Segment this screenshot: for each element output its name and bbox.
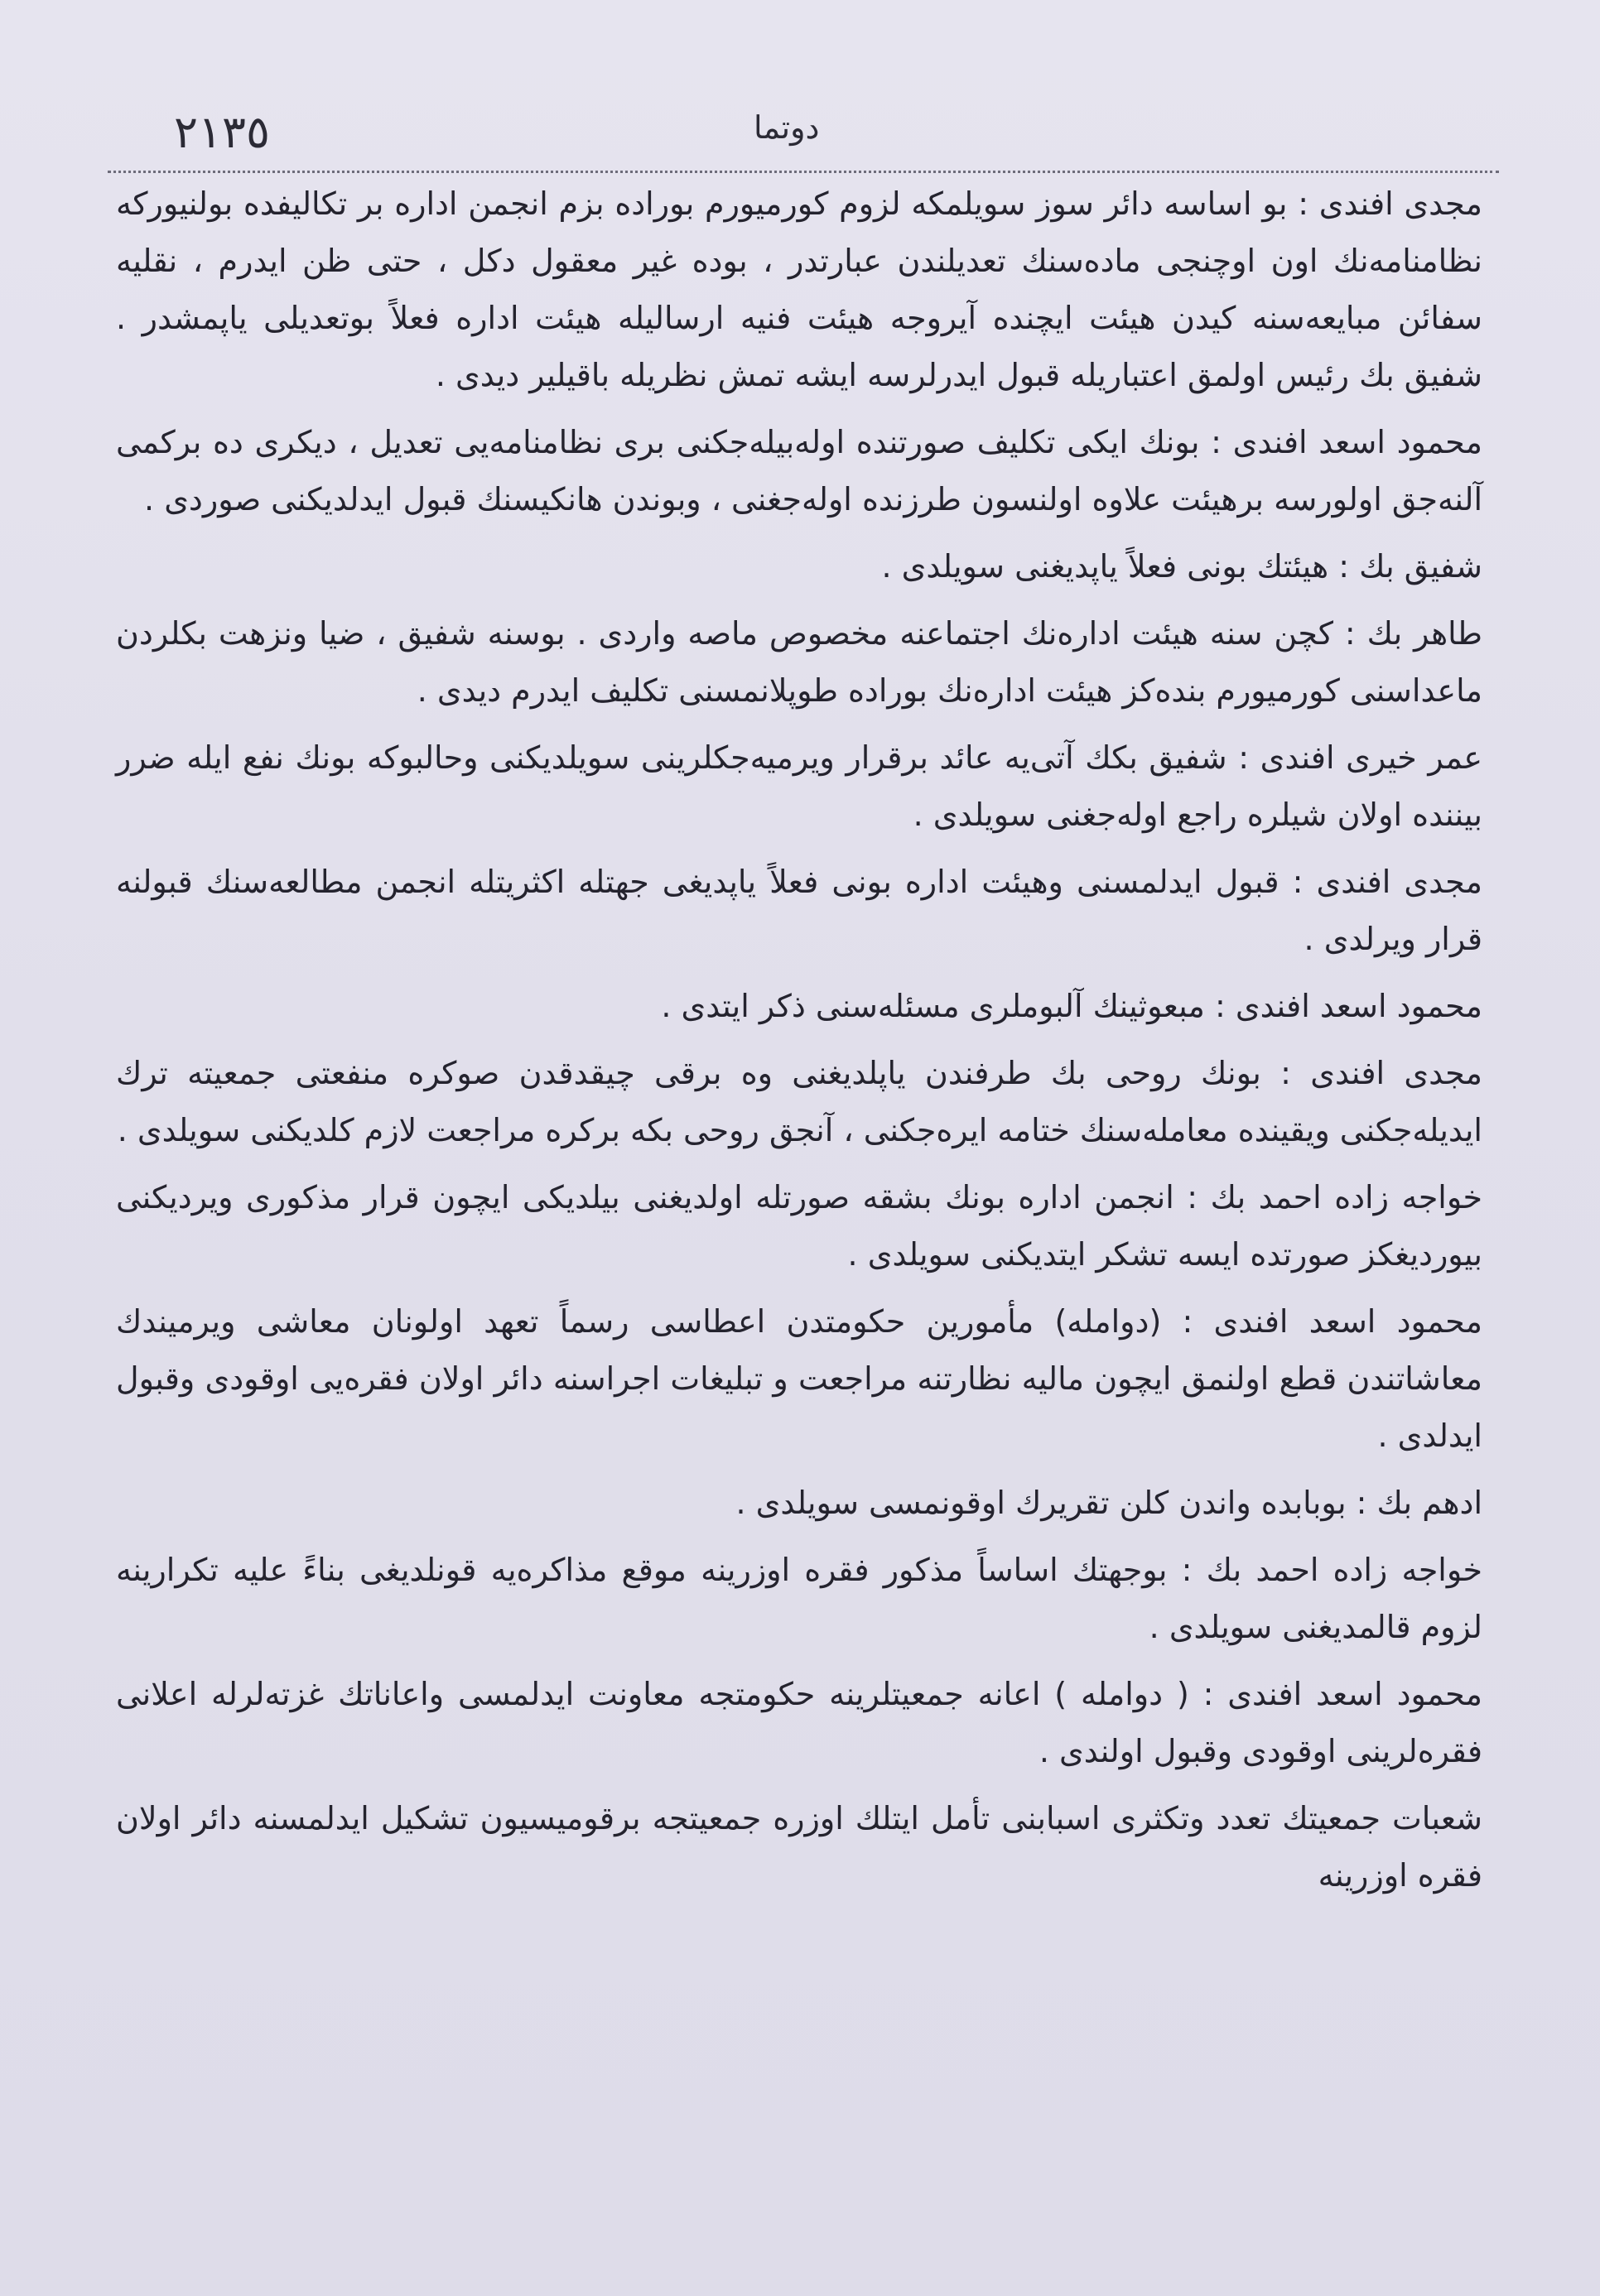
paragraph-5: عمر خیری افندی : شفیق بکك آتی‌یه عائد برقرار ویرمیه‌جکلرینی سویلدیکنی وحالبوکه بونك نفع ایله ضرر بیننده اولان شیلره راجع اوله‌جغنی سویلدی . [116,739,1482,833]
paragraph-14: شعبات جمعیتك تعدد وتکثری اسبابنی تأمل ایتلك اوزره جمعیتجه برقومیسیون تشکیل ایدلمسنه دائر اولان فقره اوزرینه [116,1800,1482,1894]
paragraph-2: محمود اسعد افندی : بونك ایکی تکلیف صورتنده اوله‌بیله‌جکنی بری نظامنامه‌یی تعدیل ، دیکری ده برکمی آلنه‌جق اولورسه برهیئت علاوه اولنسون طرزنده اوله‌جغنی ، وبوندن هانکیسنك قبول ایدلدیکنی صوردی . [116,424,1482,517]
page-header [108,106,1499,164]
paragraph-9: خواجه زاده احمد بك : انجمن اداره بونك بشقه صورتله اولدیغنی بیلدیکی ایچون قرار مذکوری ویردیکنی بیوردیغکز صورتده ایسه تشکر ایتدیکنی سویلدی . [116,1179,1482,1273]
paragraph-6: مجدی افندی : قبول ایدلمسنی وهیئت اداره بونی فعلاً یاپدیغی جهتله اکثریتله انجمن مطالعه‌سنك قبولنه قرار ویرلدی . [116,864,1482,957]
header-rule [108,162,1499,173]
paragraph-11: ادهم بك : بوبابده واندن کلن تقریرك اوقونمسی سویلدی . [735,1485,1482,1521]
running-title: دوتما [754,109,820,146]
paragraph-8: مجدی افندی : بونك روحی بك طرفندن یاپلدیغنی وه برقی چیقدقدن صوکره منفعتی جمعیته ترك ایدیله‌جکنی ویقینده معامله‌سنك ختامه ایره‌جکنی ، آنجق روحی بکه برکره مراجعت لازم کلدیکنی سویلدی . [116,1055,1482,1148]
paragraph-7: محمود اسعد افندی : مبعوثینك آلبوملری مسئله‌سنی ذکر ایتدی . [661,988,1482,1024]
body-text [116,176,1482,1914]
paragraph-12: خواجه زاده احمد بك : بوجهتك اساساً مذکور فقره اوزرینه موقع مذاکره‌یه قونلدیغی بناءً علیه تکرارینه لزوم قالمدیغنی سویلدی . [116,1552,1482,1645]
paragraph-10: محمود اسعد افندی : (دوامله) مأمورین حکومتدن اعطاسی رسماً تعهد اولونان معاشی ویرمیندك معاشاتندن قطع اولنمق ایچون مالیه نظارتنه مراجعت و تبلیغات اجراسنه دائر اولان فقره‌یی اوقودی وقبول ایدلدی . [116,1303,1482,1454]
paragraph-4: طاهر بك : کچن سنه هیئت اداره‌نك اجتماعنه مخصوص ماصه واردی . بوسنه شفیق ، ضیا ونزهت بکلردن ماعداسنی کورمیورم بنده‌کز هیئت اداره‌نك بوراده طوپلانمسنی تکلیف ایدرم دیدی . [116,615,1482,709]
paragraph-13: محمود اسعد افندی : ( دوامله ) اعانه جمعیتلرینه حکومتجه معاونت ایدلمسی واعاناتك غزته‌لرله اعلانی فقره‌لرینی اوقودی وقبول اولندی . [116,1676,1482,1769]
paragraph-3: شفیق بك : هیئتك بونی فعلاً یاپدیغنی سویلدی . [881,548,1482,585]
page-number: ٢١٣٥ [174,106,271,158]
paragraph-1: مجدی افندی : بو اساسه دائر سوز سویلمکه لزوم کورمیورم بوراده بزم انجمن اداره بر تکالیفده بولنیورکه نظامنامه‌نك اون اوچنجی ماده‌سنك تعدیلندن عبارتدر ، بوده غیر معقول دکل ، حتی ظن ایدرم ، نقلیه سفائن مبایعه‌سنه کیدن هیئت ایچنده آیروجه هیئت فنیه ارسالیله هیئت اداره فعلاً بوتعدیلی یاپمشدر . شفیق بك رئیس اولمق اعتباریله قبول ایدرلرسه ایشه تمش نظریله باقیلیر دیدی . [116,185,1482,393]
